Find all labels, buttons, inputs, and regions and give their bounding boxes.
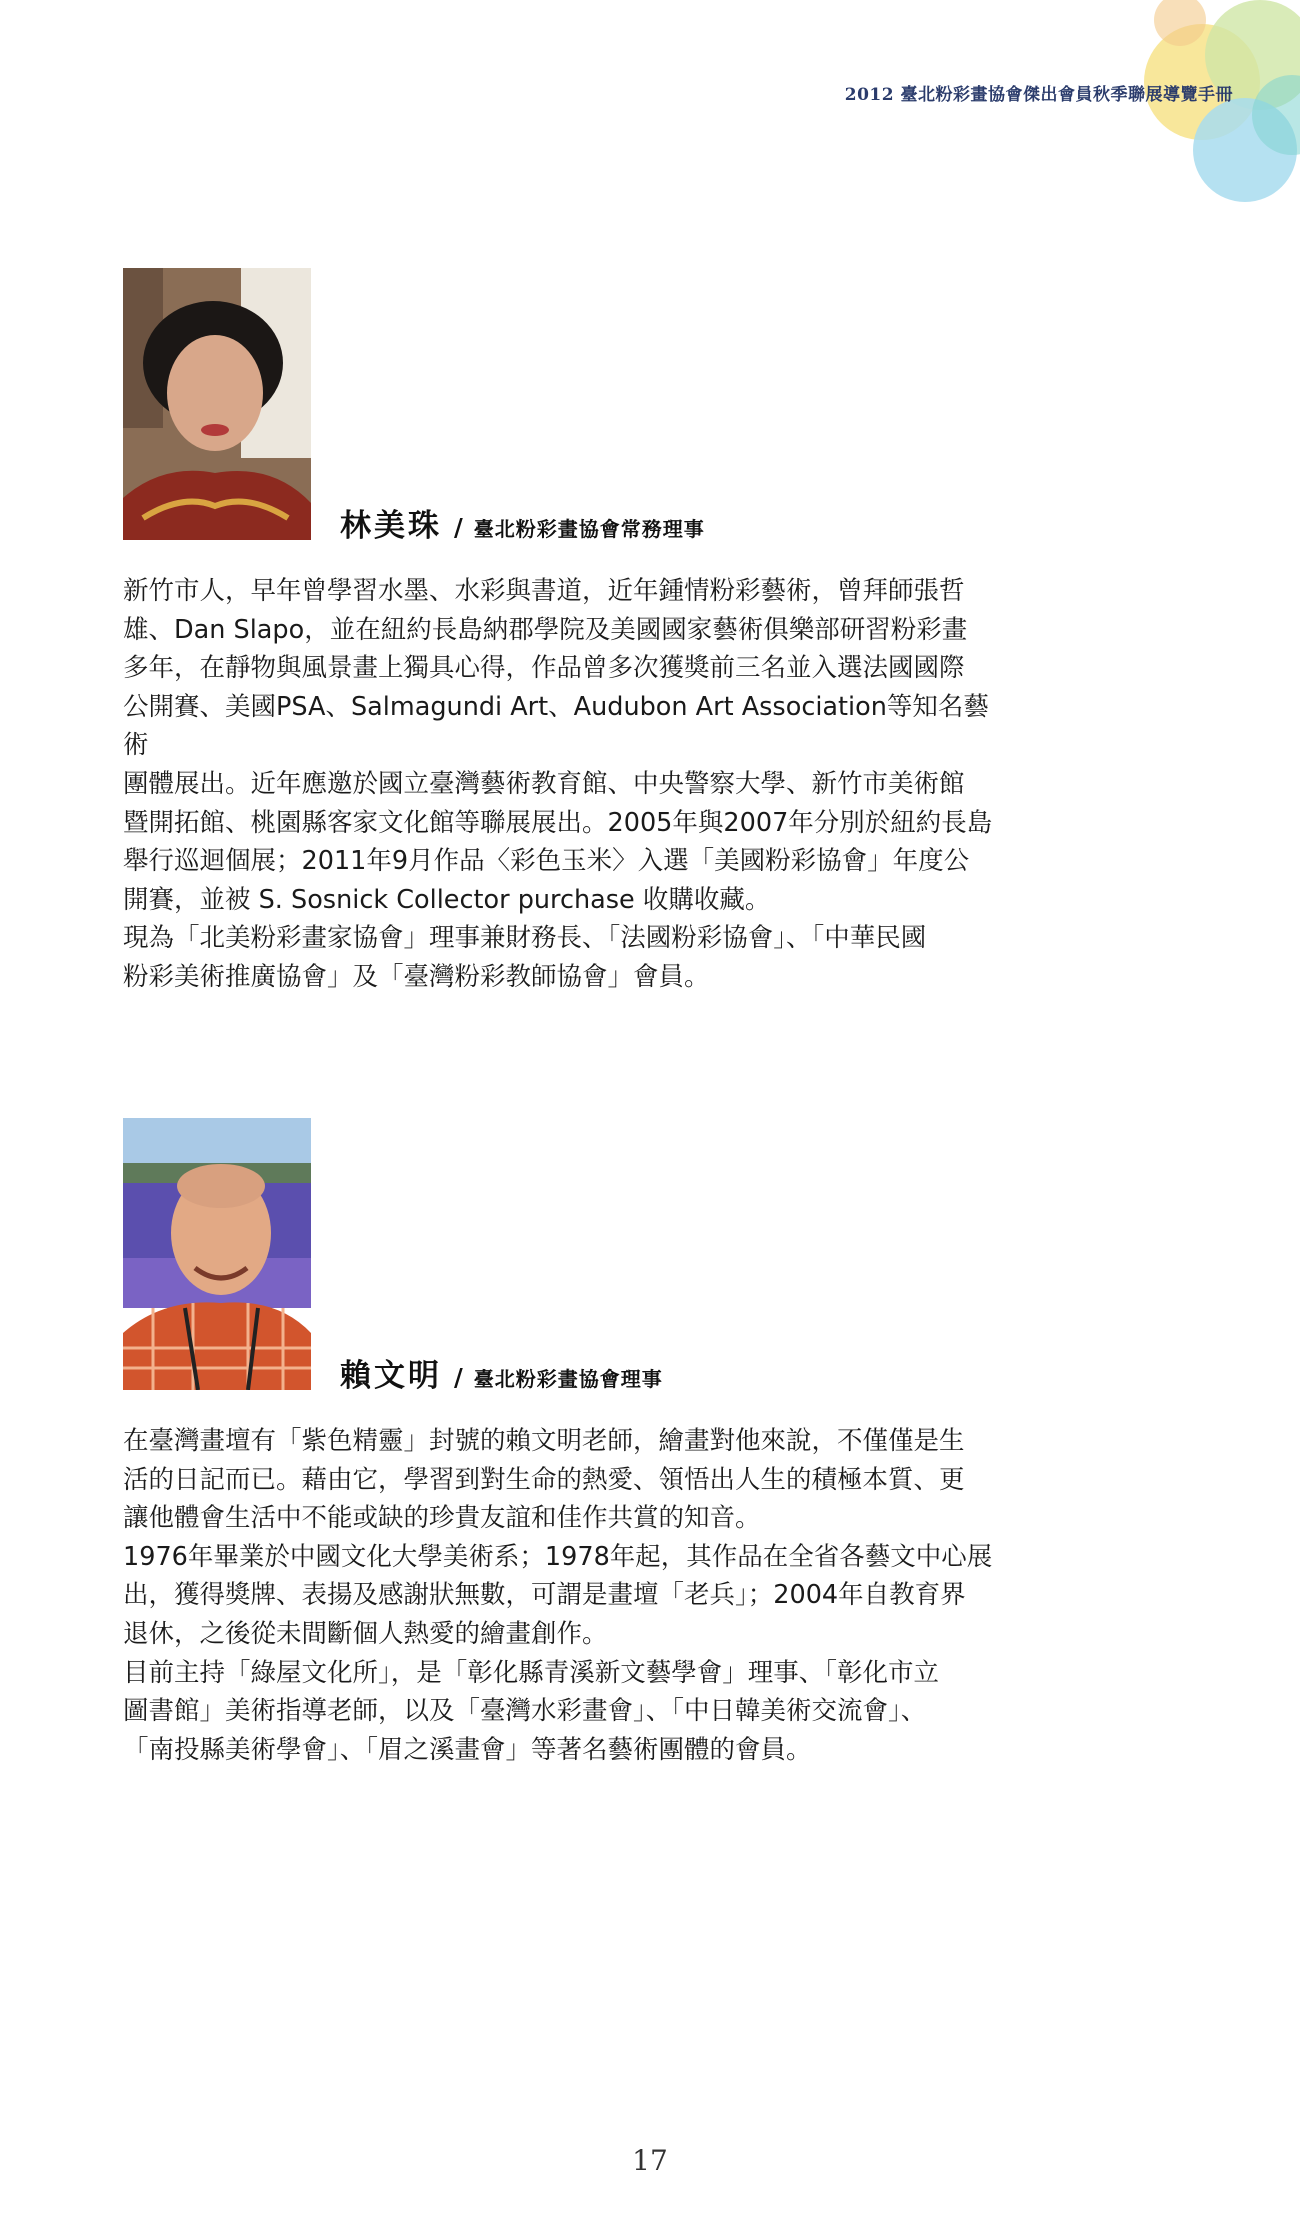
corner-color-blobs bbox=[1070, 0, 1300, 210]
artist-title: 臺北粉彩畫協會常務理事 bbox=[473, 517, 705, 541]
bio-paragraph: 目前主持「綠屋文化所」，是「彰化縣青溪新文藝學會」理事、「彰化市立 圖書館」美術指導老師，以及「臺灣水彩畫會」、「中日韓美術交流會」、 「南投縣美術學會」、「眉之溪畫會」等著名藝術團體的會員。 bbox=[123, 1657, 940, 1765]
bio-paragraph: 新竹市人，早年曾學習水墨、水彩與書道，近年鍾情粉彩藝術，曾拜師張哲 雄、Dan Slapo，並在紐約長島納郡學院及美國國家藝術俱樂部研習粉彩畫 多年，在靜物與風景畫上獨具心得，作品曾多次獲獎前三名並入選法國國際 公開賽、美國PSA、Salmagundi Art、Audubon Art Association等知名藝術 團體展出。近年應邀於國立臺灣藝術教育館、中央警察大學、新竹市美術館 暨開拓館、桃園縣客家文化館等聯展展出。2005年與2007年分別於紐約長島 舉行巡迴個展；2011年9月作品〈彩色玉米〉入選「美國粉彩協會」年度公 開賽，並被 S. Sosnick Collector purchase 收購收藏。 bbox=[123, 576, 993, 915]
artist-bio-1 bbox=[123, 572, 993, 997]
bio-paragraph: 1976年畢業於中國文化大學美術系；1978年起，其作品在全省各藝文中心展 出，獲得獎牌、表揚及感謝狀無數，可謂是畫壇「老兵」；2004年自教育界 退休，之後從未間斷個人熱愛的繪畫創作。 bbox=[123, 1541, 993, 1649]
page-number: 17 bbox=[632, 2144, 668, 2177]
document-header-title: 2012 臺北粉彩畫協會傑出會員秋季聯展導覽手冊 bbox=[844, 85, 1233, 105]
artist-heading-1 bbox=[340, 500, 705, 545]
artist-name: 賴文明 bbox=[340, 1358, 442, 1394]
artist-portrait-lin-meizhu bbox=[123, 268, 311, 540]
artist-name: 林美珠 bbox=[340, 508, 442, 544]
artist-heading-2 bbox=[340, 1350, 663, 1395]
artist-portrait-lai-wenming bbox=[123, 1118, 311, 1390]
bio-paragraph: 在臺灣畫壇有「紫色精靈」封號的賴文明老師，繪畫對他來說，不僅僅是生 活的日記而已。藉由它，學習到對生命的熱愛、領悟出人生的積極本質、更 讓他體會生活中不能或缺的珍貴友誼和佳作共賞的知音。 bbox=[123, 1426, 965, 1534]
bio-paragraph: 現為「北美粉彩畫家協會」理事兼財務長、「法國粉彩協會」、「中華民國 粉彩美術推廣協會」及「臺灣粉彩教師協會」會員。 bbox=[123, 923, 927, 992]
artist-bio-2 bbox=[123, 1422, 993, 1769]
artist-separator: / bbox=[454, 513, 466, 542]
artist-separator: / bbox=[454, 1363, 466, 1392]
artist-title: 臺北粉彩畫協會理事 bbox=[473, 1367, 663, 1391]
